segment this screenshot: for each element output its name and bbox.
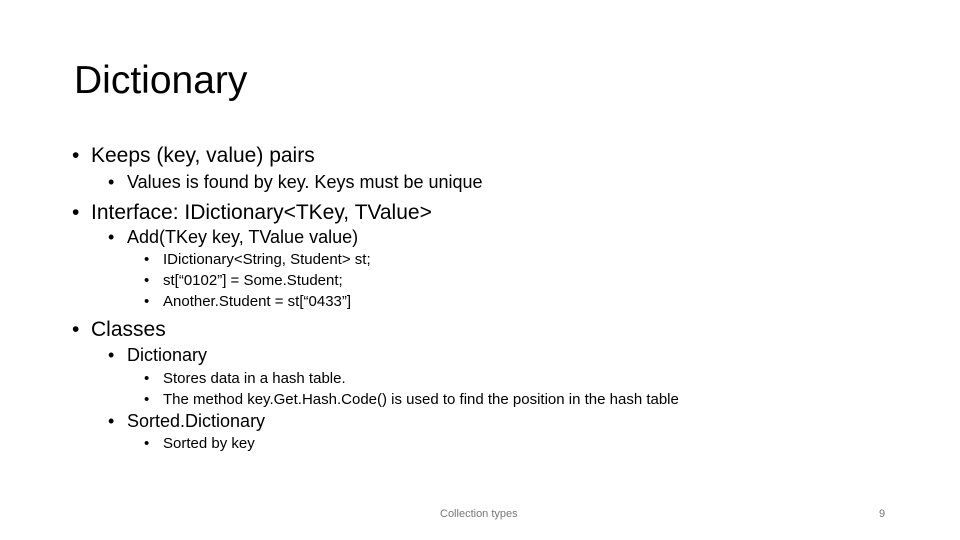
bullet-text: Another.Student = st[“0433”] xyxy=(163,293,352,310)
bullet-text: Keeps (key, value) pairs xyxy=(91,144,315,167)
bullet-text: Add(TKey key, TValue value) xyxy=(127,227,359,247)
bullet-icon: • xyxy=(108,227,115,247)
bullet-icon: • xyxy=(108,172,115,192)
bullet-icon: • xyxy=(144,293,150,310)
bullet-text: Dictionary xyxy=(127,345,208,365)
bullet-item xyxy=(144,292,351,311)
bullet-text: Classes xyxy=(91,318,166,341)
bullet-item xyxy=(72,200,432,226)
bullet-icon: • xyxy=(108,411,115,431)
bullet-item xyxy=(144,390,679,409)
bullet-icon: • xyxy=(144,251,150,268)
bullet-item xyxy=(108,410,265,432)
bullet-item xyxy=(144,434,255,453)
bullet-icon: • xyxy=(72,144,80,167)
bullet-icon: • xyxy=(144,391,150,408)
bullet-text: Interface: IDictionary<TKey, TValue> xyxy=(91,201,432,224)
bullet-text: st[“0102”] = Some.Student; xyxy=(163,272,343,289)
bullet-icon: • xyxy=(144,435,150,452)
bullet-text: Sorted by key xyxy=(163,435,255,452)
bullet-text: The method key.Get.Hash.Code() is used to find the position in the hash table xyxy=(163,391,679,408)
bullet-item xyxy=(108,171,483,193)
bullet-text: Sorted.Dictionary xyxy=(127,411,266,431)
bullet-text: IDictionary<String, Student> st; xyxy=(163,251,371,268)
bullet-icon: • xyxy=(144,370,150,387)
bullet-item xyxy=(108,344,207,366)
page-number: 9 xyxy=(879,508,886,520)
bullet-item xyxy=(144,250,371,269)
bullet-icon: • xyxy=(108,345,115,365)
bullet-item xyxy=(108,226,358,248)
bullet-icon: • xyxy=(72,201,80,224)
bullet-icon: • xyxy=(72,318,80,341)
bullet-icon: • xyxy=(144,272,150,289)
bullet-item xyxy=(72,317,166,343)
slide-title: Dictionary xyxy=(74,59,248,102)
bullet-item xyxy=(144,271,343,290)
footer-text: Collection types xyxy=(440,508,518,520)
bullet-text: Stores data in a hash table. xyxy=(163,370,346,387)
bullet-item xyxy=(72,143,315,169)
bullet-item xyxy=(144,369,346,388)
bullet-text: Values is found by key. Keys must be unique xyxy=(127,172,483,192)
